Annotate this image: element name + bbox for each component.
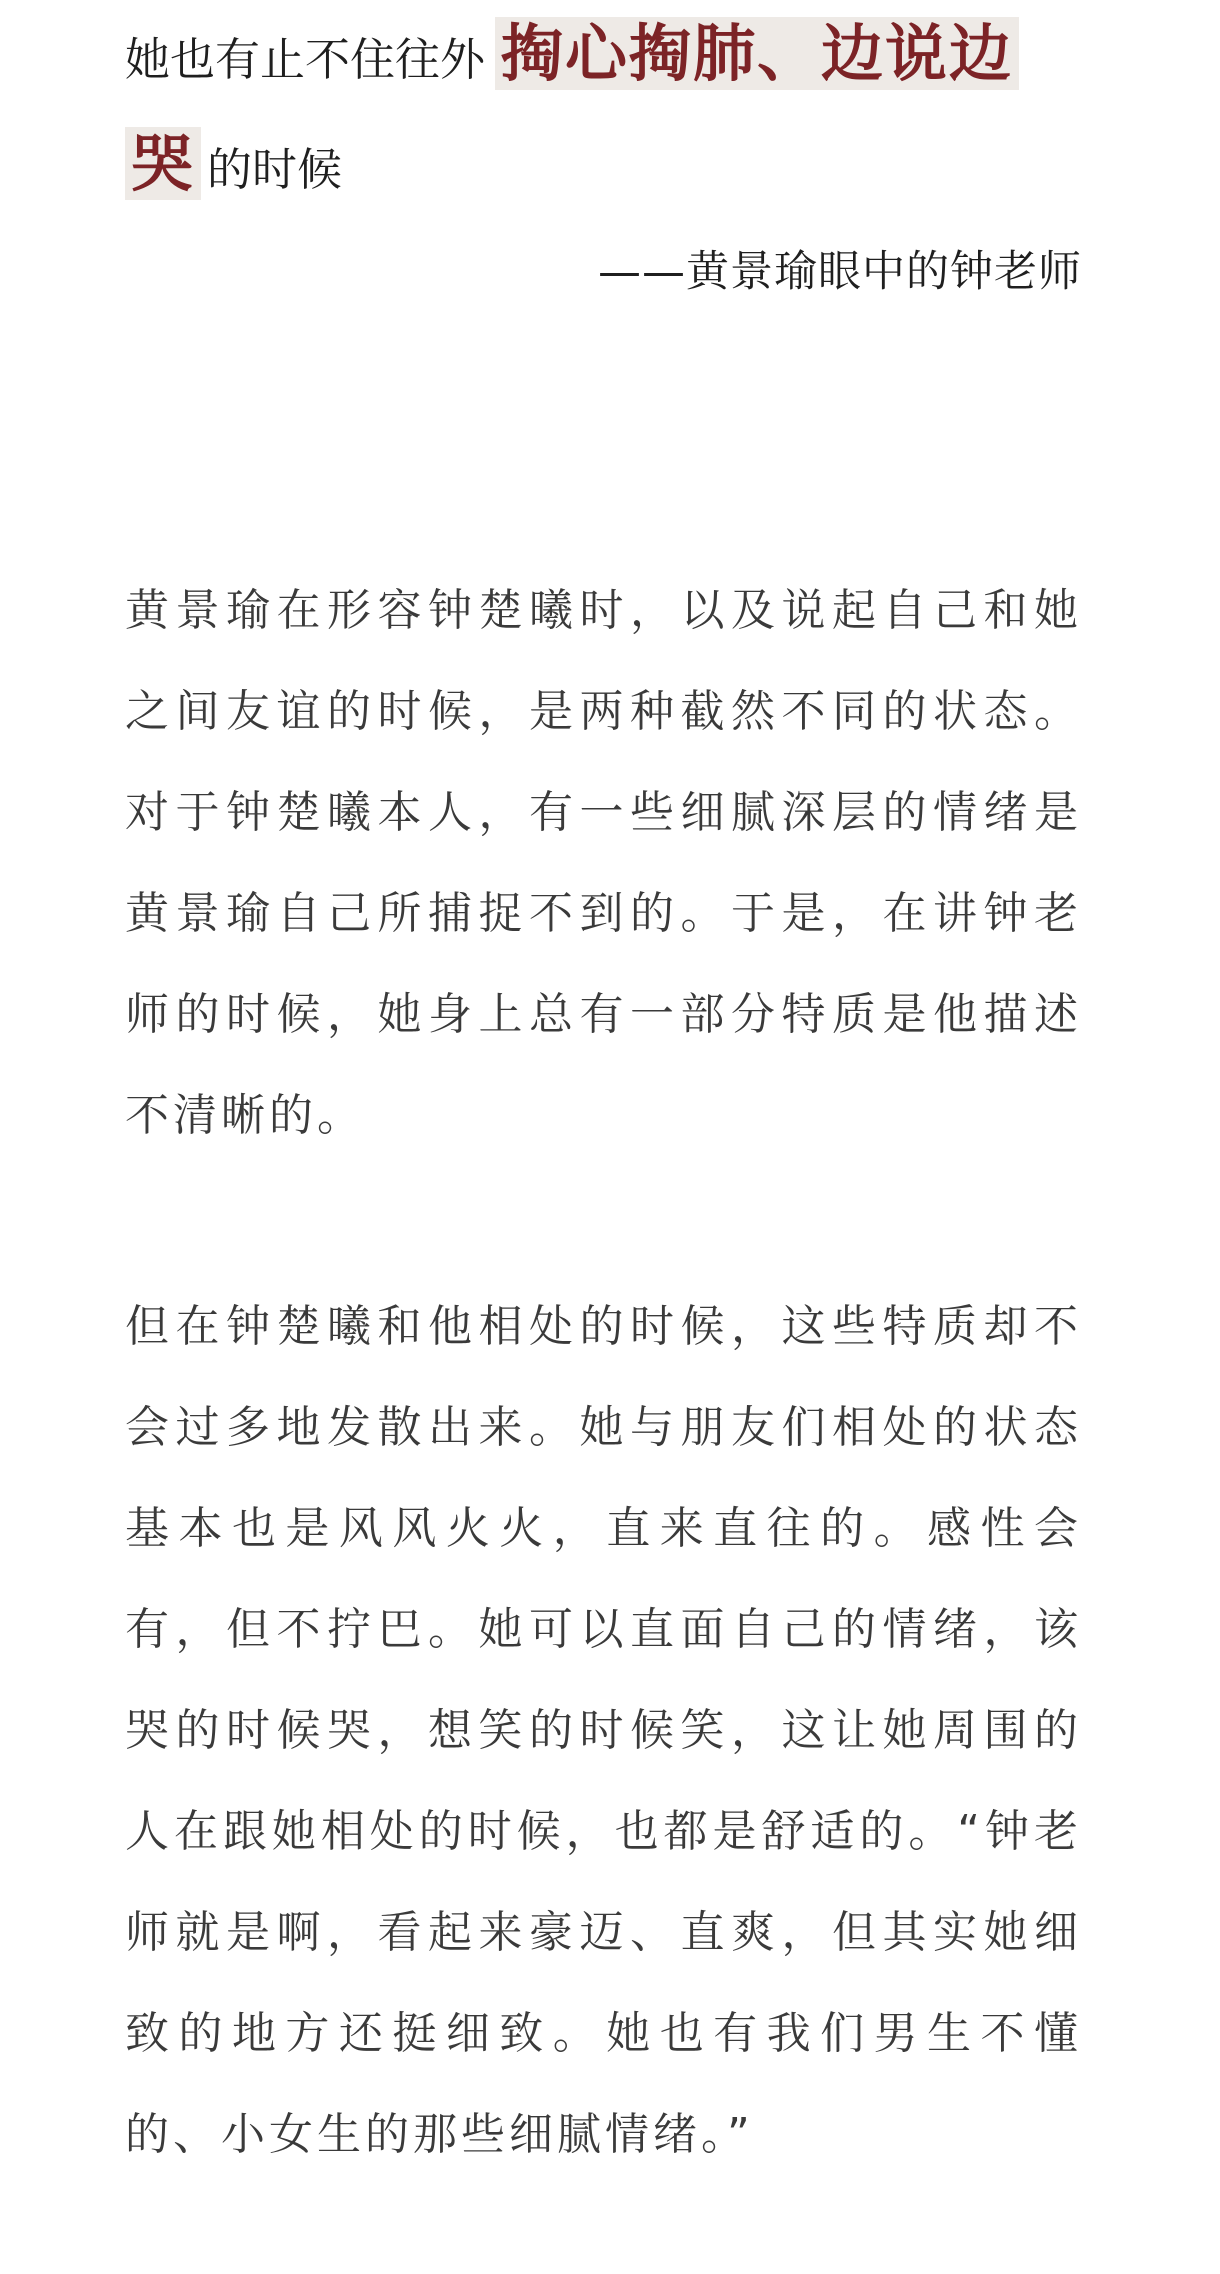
pull-quote-heading: [125, 2, 1082, 222]
article-body: [125, 0, 1082, 2185]
heading-highlight-line1: 掏心掏肺、边说边: [495, 17, 1019, 90]
quote-attribution: ——黄景瑜眼中的钟老师: [598, 247, 1082, 297]
heading-highlight-line2: 哭: [125, 127, 201, 200]
heading-text-after: 的时候: [207, 143, 343, 196]
paragraph: 但在钟楚曦和他相处的时候，这些特质却不会过多地发散出来。她与朋友们相处的状态基本也是风风火火，直来直往的。感性会有，但不拧巴。她可以直面自己的情绪，该哭的时候哭，想笑的时候笑，这让她周围的人在跟她相处的时候，也都是舒适的。“钟老师就是啊，看起来豪迈、直爽，但其实她细致的地方还挺细致。她也有我们男生不懂的、小女生的那些细腻情绪。”: [125, 1301, 1082, 2160]
paragraph: 黄景瑜在形容钟楚曦时，以及说起自己和她之间友谊的时候，是两种截然不同的状态。对于钟楚曦本人，有一些细腻深层的情绪是黄景瑜自己所捕捉不到的。于是，在讲钟老师的时候，她身上总有一部分特质是他描述不清晰的。: [125, 585, 1082, 1141]
heading-text-before: 她也有止不住往外: [125, 33, 486, 86]
